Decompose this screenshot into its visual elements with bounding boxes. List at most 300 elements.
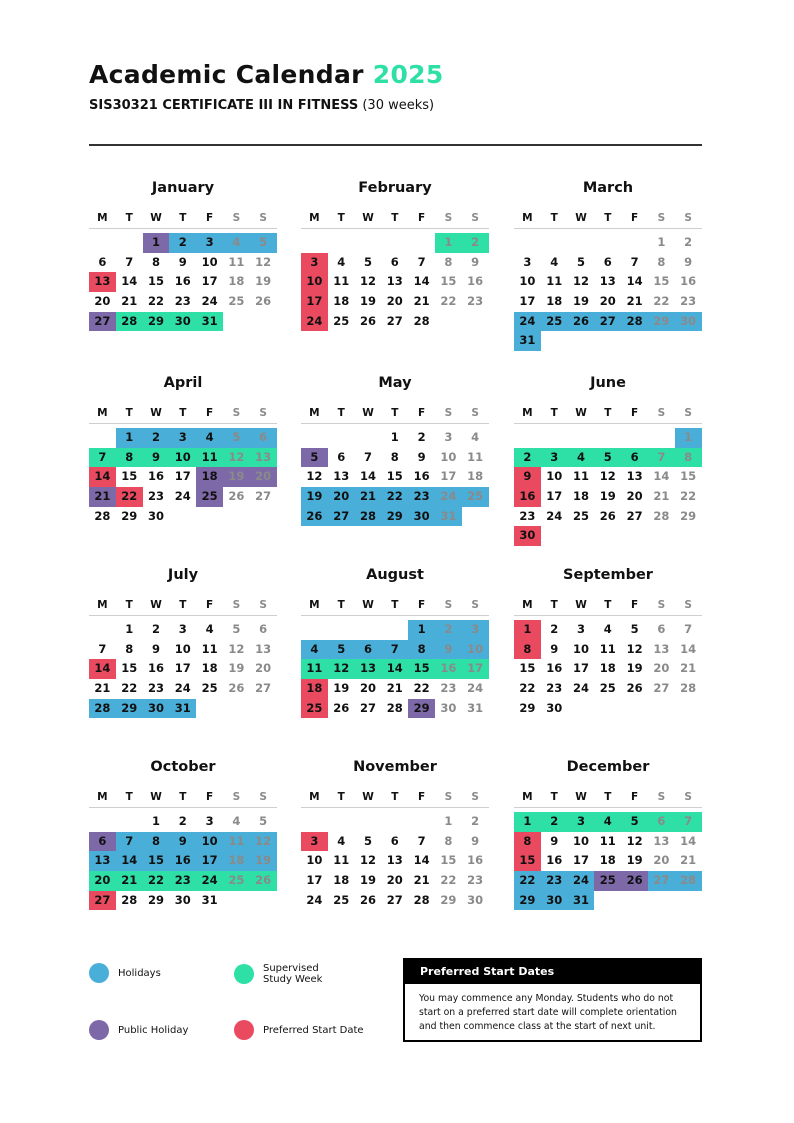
day-cell: 11 [333, 853, 350, 868]
day-cell: 24 [467, 681, 484, 696]
weekday-label: M [309, 407, 320, 419]
day-cell: 14 [653, 469, 670, 484]
month-name: March [582, 180, 634, 196]
empty-cell [89, 620, 116, 640]
day-cell: 22 [413, 681, 430, 696]
day-cell: 26 [255, 294, 272, 309]
day-cell: 9 [169, 832, 196, 852]
empty-cell [568, 428, 595, 448]
day-cell: 3 [462, 620, 489, 640]
day-cell: 4 [232, 814, 241, 828]
day-cell: 8 [514, 640, 541, 660]
day-cell: 24 [572, 681, 589, 696]
day-cell: 11 [467, 449, 484, 464]
day-cell: 17 [546, 489, 563, 504]
day-cell: 4 [603, 622, 612, 636]
day-cell: 29 [116, 699, 143, 719]
day-cell: 2 [462, 233, 489, 253]
day-cell: 19 [255, 274, 272, 289]
day-cell: 16 [546, 661, 563, 676]
day-cell: 1 [657, 235, 666, 249]
day-cell: 5 [594, 448, 621, 468]
empty-cell [301, 428, 328, 448]
course-duration: (30 weeks) [362, 98, 435, 113]
weekday-header [89, 597, 277, 613]
day-cell: 3 [169, 428, 196, 448]
day-cell: 29 [147, 892, 164, 907]
day-cell: 18 [572, 489, 589, 504]
legend-public-label: Public Holiday [118, 1024, 189, 1036]
day-cell: 11 [572, 469, 589, 484]
weekday-label: M [309, 791, 320, 803]
weekday-label: F [205, 212, 214, 224]
day-cell: 5 [363, 254, 372, 269]
month-name: September [563, 567, 653, 583]
empty-cell [381, 233, 408, 253]
day-cell: 22 [653, 294, 670, 309]
weekday-label: S [232, 212, 241, 224]
day-cell: 4 [471, 430, 480, 444]
month-name: October [150, 759, 216, 775]
legend-start [234, 1020, 364, 1040]
empty-cell [381, 812, 408, 832]
day-cell: 20 [599, 294, 616, 309]
day-cell: 6 [390, 254, 399, 269]
day-cell: 7 [116, 832, 143, 852]
day-cell: 6 [603, 254, 612, 269]
day-cell: 20 [255, 661, 272, 676]
day-cell: 30 [147, 508, 164, 523]
day-cell: 27 [359, 700, 376, 715]
day-cell: 13 [333, 469, 350, 484]
legend-public [89, 1020, 188, 1040]
weekday-label: W [150, 791, 162, 803]
weekday-label: M [97, 791, 108, 803]
day-cell: 15 [653, 274, 670, 289]
day-cell: 12 [626, 833, 643, 848]
empty-cell [514, 233, 541, 253]
weekday-label: T [179, 599, 187, 611]
weekday-label: S [471, 407, 479, 419]
day-cell: 24 [435, 487, 462, 507]
day-cell: 5 [259, 814, 268, 828]
day-cell: 16 [546, 853, 563, 868]
day-cell: 5 [363, 833, 372, 848]
day-cell: 18 [599, 853, 616, 868]
day-cell: 18 [196, 467, 223, 487]
day-cell: 30 [169, 312, 196, 332]
day-cell: 9 [143, 448, 170, 468]
day-cell: 6 [259, 622, 268, 636]
day-cell: 15 [408, 659, 435, 679]
day-cell: 9 [435, 640, 462, 660]
empty-cell [301, 233, 328, 253]
empty-cell [89, 812, 116, 832]
day-cell: 31 [467, 700, 484, 715]
weekday-divider [514, 423, 702, 424]
month-name: November [353, 759, 437, 775]
weekday-label: T [179, 212, 187, 224]
day-cell: 7 [363, 449, 372, 464]
weekday-label: T [125, 791, 133, 803]
empty-cell [621, 233, 648, 253]
holiday-swatch-icon [89, 963, 109, 983]
day-cell: 25 [301, 699, 328, 719]
day-cell: 12 [572, 274, 589, 289]
day-cell: 26 [626, 681, 643, 696]
day-cell: 16 [680, 274, 697, 289]
weekday-label: S [444, 599, 453, 611]
weekday-label: M [522, 212, 533, 224]
day-cell: 19 [301, 487, 328, 507]
day-cell: 2 [143, 428, 170, 448]
weekday-label: M [309, 212, 320, 224]
empty-cell [328, 812, 355, 832]
day-cell: 4 [205, 622, 214, 636]
month-name: July [167, 567, 199, 583]
weekday-label: W [575, 599, 587, 611]
weekday-label: T [550, 407, 558, 419]
day-grid [89, 812, 277, 910]
day-cell: 19 [359, 294, 376, 309]
empty-cell [648, 428, 675, 448]
day-cell: 5 [630, 622, 639, 636]
weekday-label: W [362, 599, 374, 611]
day-cell: 6 [250, 428, 277, 448]
weekday-label: M [97, 212, 108, 224]
day-cell: 7 [675, 812, 702, 832]
day-cell: 12 [255, 254, 272, 269]
day-cell: 16 [413, 469, 430, 484]
day-cell: 8 [151, 254, 160, 269]
day-cell: 24 [514, 312, 541, 332]
day-cell: 21 [680, 853, 697, 868]
day-cell: 15 [440, 274, 457, 289]
day-cell: 12 [228, 641, 245, 656]
day-cell: 20 [359, 681, 376, 696]
day-cell: 8 [116, 448, 143, 468]
day-cell: 26 [359, 892, 376, 907]
day-cell: 14 [359, 469, 376, 484]
day-cell: 24 [301, 312, 328, 332]
day-cell: 26 [228, 489, 245, 504]
day-cell: 17 [301, 292, 328, 312]
month-march [514, 178, 702, 351]
day-cell: 22 [514, 871, 541, 891]
day-cell: 12 [359, 274, 376, 289]
weekday-divider [301, 615, 489, 616]
day-cell: 15 [680, 469, 697, 484]
day-cell: 11 [546, 274, 563, 289]
day-cell: 11 [196, 448, 223, 468]
day-cell: 24 [201, 294, 218, 309]
day-cell: 14 [413, 274, 430, 289]
weekday-label: M [97, 599, 108, 611]
empty-cell [381, 620, 408, 640]
day-cell: 3 [178, 622, 187, 636]
month-may [301, 373, 489, 526]
empty-cell [594, 428, 621, 448]
day-cell: 22 [680, 489, 697, 504]
day-cell: 21 [355, 487, 382, 507]
day-cell: 12 [250, 832, 277, 852]
day-grid [301, 812, 489, 910]
day-cell: 28 [653, 508, 670, 523]
day-cell: 3 [568, 812, 595, 832]
day-cell: 23 [174, 294, 191, 309]
day-cell: 20 [626, 489, 643, 504]
day-cell: 25 [223, 871, 250, 891]
day-cell: 18 [467, 469, 484, 484]
day-cell: 20 [386, 873, 403, 888]
day-cell: 26 [568, 312, 595, 332]
day-cell: 31 [201, 892, 218, 907]
weekday-label: F [205, 407, 214, 419]
day-cell: 28 [94, 508, 111, 523]
day-cell: 21 [121, 294, 138, 309]
day-cell: 23 [546, 681, 563, 696]
day-cell: 1 [675, 428, 702, 448]
day-cell: 1 [116, 428, 143, 448]
day-cell: 19 [223, 467, 250, 487]
day-cell: 5 [250, 233, 277, 253]
day-grid [514, 812, 702, 910]
day-cell: 29 [381, 507, 408, 527]
day-cell: 1 [514, 620, 541, 640]
weekday-label: T [391, 599, 399, 611]
day-cell: 31 [514, 331, 541, 351]
study-swatch-icon [234, 964, 254, 984]
day-cell: 20 [653, 853, 670, 868]
weekday-label: F [630, 599, 639, 611]
day-cell: 27 [594, 312, 621, 332]
day-cell: 11 [333, 274, 350, 289]
day-cell: 18 [223, 851, 250, 871]
day-cell: 19 [333, 681, 350, 696]
day-cell: 15 [143, 851, 170, 871]
weekday-label: T [604, 599, 612, 611]
day-grid [514, 620, 702, 718]
weekday-label: T [337, 599, 345, 611]
weekday-label: T [391, 791, 399, 803]
weekday-label: F [630, 212, 639, 224]
day-cell: 15 [519, 661, 536, 676]
day-cell: 27 [626, 508, 643, 523]
day-cell: 10 [174, 641, 191, 656]
weekday-label: S [657, 791, 666, 803]
weekday-header [301, 210, 489, 226]
day-cell: 21 [626, 294, 643, 309]
day-cell: 25 [228, 294, 245, 309]
day-cell: 19 [228, 661, 245, 676]
day-cell: 3 [444, 430, 453, 444]
day-cell: 17 [196, 851, 223, 871]
weekday-label: S [657, 407, 666, 419]
day-cell: 9 [471, 254, 480, 269]
day-cell: 9 [471, 833, 480, 848]
month-name: June [590, 375, 626, 391]
day-cell: 3 [541, 448, 568, 468]
day-cell: 18 [228, 274, 245, 289]
weekday-divider [89, 615, 277, 616]
weekday-label: S [444, 212, 453, 224]
course-name: SIS30321 CERTIFICATE III IN FITNESS [89, 98, 359, 113]
day-cell: 3 [523, 254, 532, 269]
day-cell: 18 [546, 294, 563, 309]
day-cell: 14 [626, 274, 643, 289]
day-cell: 13 [89, 851, 116, 871]
weekday-divider [89, 807, 277, 808]
day-cell: 6 [390, 833, 399, 848]
day-cell: 6 [648, 812, 675, 832]
day-cell: 29 [519, 700, 536, 715]
weekday-divider [301, 423, 489, 424]
day-cell: 30 [514, 526, 541, 546]
day-cell: 26 [621, 871, 648, 891]
weekday-label: T [125, 599, 133, 611]
day-cell: 20 [328, 487, 355, 507]
day-cell: 27 [255, 489, 272, 504]
weekday-label: F [205, 599, 214, 611]
day-cell: 23 [440, 681, 457, 696]
day-cell: 14 [89, 467, 116, 487]
month-july [89, 565, 277, 718]
weekday-label: F [417, 407, 426, 419]
day-cell: 28 [355, 507, 382, 527]
weekday-label: M [309, 599, 320, 611]
day-cell: 14 [680, 833, 697, 848]
day-cell: 17 [519, 294, 536, 309]
day-cell: 19 [572, 294, 589, 309]
day-cell: 3 [205, 814, 214, 828]
weekday-label: W [150, 407, 162, 419]
empty-cell [541, 428, 568, 448]
weekday-label: S [259, 791, 267, 803]
day-cell: 27 [386, 313, 403, 328]
day-cell: 1 [435, 233, 462, 253]
day-cell: 8 [408, 640, 435, 660]
day-cell: 23 [541, 871, 568, 891]
day-cell: 7 [648, 448, 675, 468]
weekday-divider [301, 228, 489, 229]
month-name: August [366, 567, 424, 583]
day-cell: 23 [467, 294, 484, 309]
day-cell: 23 [147, 681, 164, 696]
day-cell: 24 [546, 508, 563, 523]
empty-cell [328, 428, 355, 448]
day-cell: 16 [467, 853, 484, 868]
weekday-label: F [417, 599, 426, 611]
weekday-label: F [417, 212, 426, 224]
day-cell: 20 [94, 294, 111, 309]
day-cell: 13 [255, 641, 272, 656]
day-cell: 28 [675, 871, 702, 891]
day-cell: 23 [408, 487, 435, 507]
day-cell: 16 [147, 661, 164, 676]
day-cell: 27 [386, 892, 403, 907]
weekday-header [514, 210, 702, 226]
day-cell: 21 [413, 873, 430, 888]
month-june [514, 373, 702, 546]
day-cell: 10 [572, 641, 589, 656]
day-cell: 17 [174, 469, 191, 484]
day-cell: 10 [440, 449, 457, 464]
weekday-label: S [232, 599, 241, 611]
empty-cell [89, 233, 116, 253]
day-cell: 19 [626, 853, 643, 868]
day-cell: 11 [201, 641, 218, 656]
day-cell: 10 [201, 254, 218, 269]
weekday-label: W [362, 791, 374, 803]
day-cell: 26 [333, 700, 350, 715]
day-cell: 17 [572, 661, 589, 676]
day-cell: 31 [568, 891, 595, 911]
day-cell: 26 [359, 313, 376, 328]
title-year: 2025 [372, 60, 444, 89]
weekday-label: W [575, 212, 587, 224]
day-cell: 7 [125, 254, 134, 269]
weekday-label: W [362, 212, 374, 224]
day-cell: 23 [467, 873, 484, 888]
weekday-label: T [391, 407, 399, 419]
day-cell: 24 [196, 871, 223, 891]
day-cell: 11 [301, 659, 328, 679]
weekday-divider [89, 423, 277, 424]
day-cell: 13 [89, 272, 116, 292]
day-cell: 28 [121, 892, 138, 907]
empty-cell [408, 812, 435, 832]
day-cell: 28 [116, 312, 143, 332]
day-cell: 9 [550, 833, 559, 848]
weekday-label: S [684, 599, 692, 611]
weekday-label: T [337, 791, 345, 803]
weekday-divider [301, 807, 489, 808]
legend-study-label: Supervised Study Week [263, 963, 323, 985]
day-cell: 7 [417, 254, 426, 269]
weekday-label: S [684, 791, 692, 803]
preferred-start-dates-heading: Preferred Start Dates [405, 960, 700, 984]
day-cell: 27 [255, 681, 272, 696]
weekday-header [301, 789, 489, 805]
day-cell: 21 [116, 871, 143, 891]
day-cell: 23 [169, 871, 196, 891]
day-cell: 30 [675, 312, 702, 332]
day-cell: 1 [151, 814, 160, 828]
day-cell: 4 [337, 833, 346, 848]
day-cell: 24 [174, 681, 191, 696]
day-cell: 28 [413, 313, 430, 328]
weekday-label: T [550, 791, 558, 803]
day-cell: 30 [546, 700, 563, 715]
day-cell: 28 [413, 892, 430, 907]
day-cell: 8 [444, 254, 453, 269]
day-cell: 15 [440, 853, 457, 868]
day-cell: 7 [630, 254, 639, 269]
day-cell: 5 [301, 448, 328, 468]
legend-study [234, 963, 322, 985]
day-cell: 21 [386, 681, 403, 696]
day-cell: 21 [89, 487, 116, 507]
day-cell: 15 [121, 661, 138, 676]
weekday-label: S [471, 599, 479, 611]
day-cell: 4 [196, 428, 223, 448]
day-cell: 30 [440, 700, 457, 715]
month-name: April [163, 375, 203, 391]
month-name: February [358, 180, 432, 196]
day-grid [301, 620, 489, 718]
weekday-label: W [150, 599, 162, 611]
day-cell: 2 [684, 235, 693, 249]
